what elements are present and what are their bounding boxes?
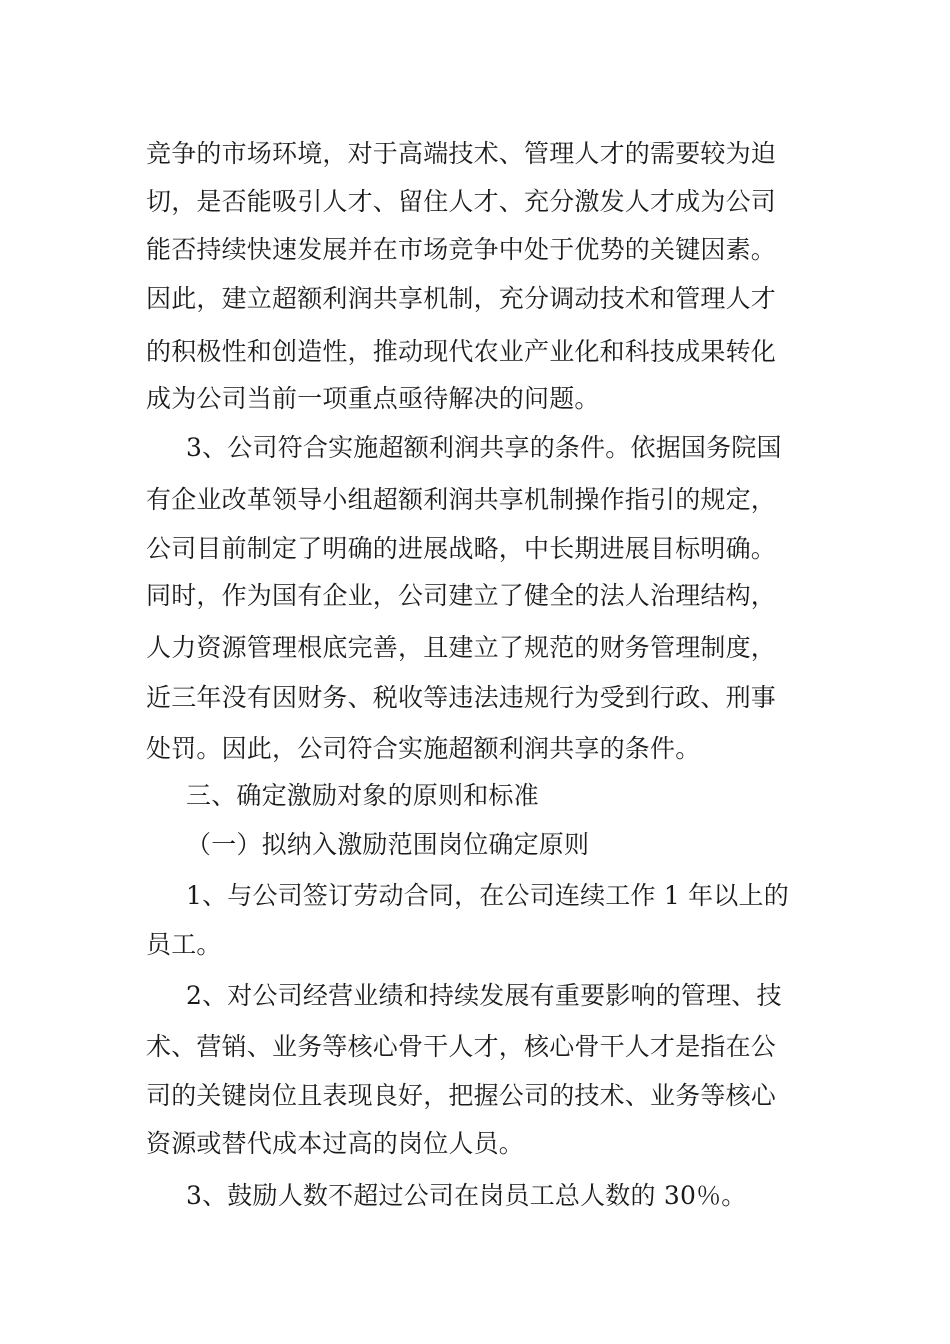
subsection-heading: （一）拟纳入激励范围岗位确定原则	[186, 830, 590, 859]
text-line: 同时，作为国有企业，公司建立了健全的法人治理结构，	[146, 581, 777, 610]
text-line: 近三年没有因财务、税收等违法违规行为受到行政、刑事	[146, 683, 777, 712]
list-item-2-line: 2、对公司经营业绩和持续发展有重要影响的管理、技	[186, 981, 782, 1010]
section-heading: 三、确定激励对象的原则和标准	[186, 781, 539, 810]
text-line: 处罚。因此，公司符合实施超额利润共享的条件。	[146, 734, 701, 763]
text-line: 有企业改革领导小组超额利润共享机制操作指引的规定，	[146, 485, 777, 514]
text-line: 资源或替代成本过高的岗位人员。	[146, 1129, 525, 1158]
text-line: 员工。	[146, 930, 222, 959]
list-item-1-line: 1、与公司签订劳动合同，在公司连续工作 1 年以上的	[186, 881, 789, 910]
text-line: 竞争的市场环境，对于高端技术、管理人才的需要较为迫	[146, 139, 777, 168]
text-line: 因此，建立超额利润共享机制，充分调动技术和管理人才	[146, 284, 777, 313]
text-line: 术、营销、业务等核心骨干人才，核心骨干人才是指在公	[146, 1032, 777, 1061]
list-item-3-line: 3、鼓励人数不超过公司在岗员工总人数的 30％。	[186, 1181, 747, 1210]
text-line: 切，是否能吸引人才、留住人才、充分激发人才成为公司	[146, 187, 777, 216]
item-3-heading-line: 3、公司符合实施超额利润共享的条件。依据国务院国	[186, 433, 782, 462]
text-line: 人力资源管理根底完善，且建立了规范的财务管理制度，	[146, 633, 777, 662]
text-line: 司的关键岗位且表现良好，把握公司的技术、业务等核心	[146, 1081, 777, 1110]
text-line: 能否持续快速发展并在市场竞争中处于优势的关键因素。	[146, 235, 777, 264]
text-line: 的积极性和创造性，推动现代农业产业化和科技成果转化	[146, 337, 777, 366]
text-line: 公司目前制定了明确的进展战略，中长期进展目标明确。	[146, 534, 777, 563]
text-line: 成为公司当前一项重点亟待解决的问题。	[146, 384, 600, 413]
